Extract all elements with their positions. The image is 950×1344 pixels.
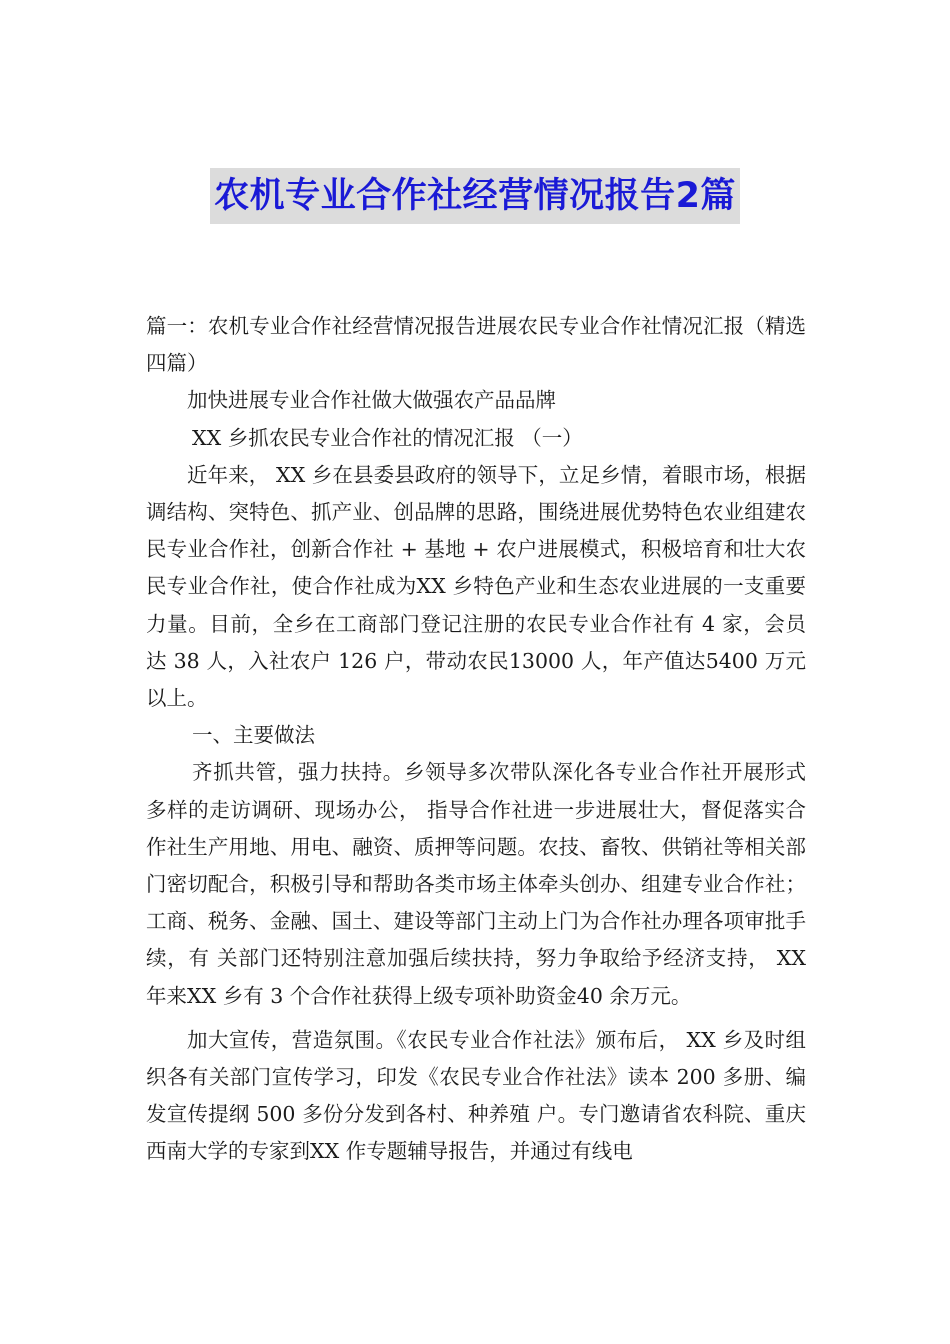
body-paragraph-support: 齐抓共管，强力扶持。乡领导多次带队深化各专业合作社开展形式多样的走访调研、现场办公， 指导合作社进一步进展壮大，督促落实合作社生产用地、用电、融资、质押等问题。农技、畜牧、供销社等相关部门密切配合，积极引导和帮助各类市场主体牵头创办、组建专业合作社；工商、税务、金融、国土、建设等部门主动上门为合作社办理各项审批手续，有 关部门还特别注意加强后续扶持，努力争取给予经济支持， XX 年来XX 乡有 3 个合作社获得上级专项补助资金40 余万元。 <box>146 760 806 1008</box>
document-title: 农机专业合作社经营情况报告2篇 <box>210 168 740 224</box>
section-heading-main-practices: 一、主要做法 <box>192 723 315 748</box>
title-container <box>0 168 950 224</box>
body-paragraph-publicity: 加大宣传，营造氛围。《农民专业合作社法》颁布后， XX 乡及时组织各有关部门宣传学习，印发《农民专业合作社法》读本 200 多册、编发宣传提纲 500 多份分发到各村、种养殖 户。专门邀请省农科院、重庆西南大学的专家到XX 作专题辅导报告，并通过有线电 <box>146 1027 806 1164</box>
report-heading: XX 乡抓农民专业合作社的情况汇报 （一） <box>192 425 583 450</box>
body-paragraph-intro: 近年来， XX 乡在县委县政府的领导下，立足乡情，着眼市场，根据调结构、突特色、抓产业、创品牌的思路，围绕进展优势特色农业组建农民专业合作社，创新合作社 + 基地 + 农户进展模式，积极培育和壮大农民专业合作社，使合作社成为XX 乡特色产业和生态农业进展的一支重要力量。目前，全乡在工商部门登记注册的农民专业合作社有 4 家，会员达 38 人，入社农户 126 户，带动农民13000 人，年产值达5400 万元以上。 <box>146 462 806 711</box>
section-heading-part-one: 篇一：农机专业合作社经营情况报告进展农民专业合作社情况汇报（精选四篇） <box>146 314 806 376</box>
subtitle-line: 加快进展专业合作社做大做强农产品品牌 <box>187 388 556 413</box>
document-body <box>146 308 806 1171</box>
